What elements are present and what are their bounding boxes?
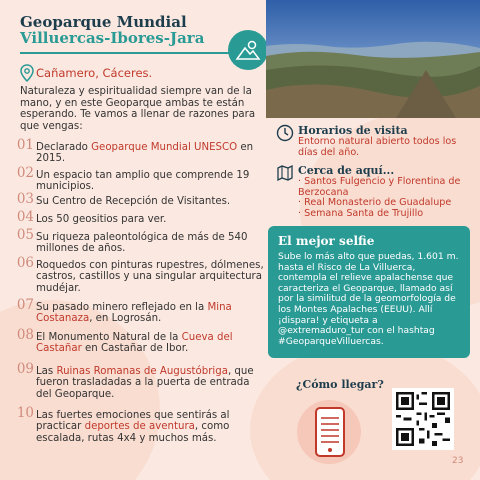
selfie-text: Sube lo más alto que puedas, 1.601 m. hasta el Risco de La Villuerca, contempla el relieve apalachense que caracteriza el Geoparque, llamado así por la similitud de la geomorfología de los Montes Apalaches (EEUU). Allí ¡dispara! y etiqueta a @extremaduro_tur con el hashtag #GeoparqueVilluercas. xyxy=(278,251,459,347)
reason-highlight: Geoparque Mundial UNESCO xyxy=(91,142,238,153)
reason-number: 02 xyxy=(16,165,34,181)
intro-paragraph: Naturaleza y espiritualidad siempre van de la mano, y en este Geoparque ambas te están esperando. Te vamos a llenar de razones para que vengas: xyxy=(20,86,256,132)
reason-text: Su pasado minero reflejado en la xyxy=(36,302,208,313)
reason-text: El Monumento Natural de la xyxy=(36,332,182,343)
title-divider xyxy=(20,52,230,54)
reason-highlight: Mina Costanaza xyxy=(36,302,232,325)
reason-highlight: Ruinas Romanas de Augustóbriga xyxy=(56,366,228,377)
cerca-item: · Semana Santa de Trujillo xyxy=(298,207,424,219)
reason-text: en Castañar de Ibor. xyxy=(81,343,189,355)
cerca-item: · Santos Fulgencio y Florentina de Berzocana xyxy=(298,176,461,198)
page-number: 23 xyxy=(452,456,464,466)
reason-number: 08 xyxy=(16,327,34,343)
cerca-item: · Real Monasterio de Guadalupe xyxy=(298,197,452,209)
selfie-title: El mejor selfie xyxy=(278,234,375,248)
reason-item xyxy=(4,191,266,207)
title-line-2: Villuercas-Ibores-Jara xyxy=(20,29,205,47)
reason-number: 01 xyxy=(16,137,34,153)
cerca-section xyxy=(272,164,472,219)
reason-item xyxy=(4,137,266,165)
reason-item xyxy=(4,209,266,225)
reason-text: Roquedos con pinturas rupestres, dólmenes, castros, castillos y una singular arquitectura mudéjar. xyxy=(36,260,264,294)
reason-number: 04 xyxy=(16,209,34,225)
mountain-sun-icon xyxy=(228,30,268,70)
reason-text: Declarado xyxy=(36,142,92,153)
reason-text: Su Centro de Recepción de Visitantes. xyxy=(36,196,231,207)
location-text: Cañamero, Cáceres. xyxy=(36,66,153,80)
reason-item xyxy=(4,255,266,294)
reason-highlight: deportes de aventura xyxy=(84,421,195,433)
reason-number: 05 xyxy=(16,227,34,243)
phone-icon xyxy=(286,390,372,466)
reason-text: en 2015. xyxy=(36,142,254,165)
reason-number: 10 xyxy=(16,405,34,421)
map-pin-icon xyxy=(20,64,34,82)
reason-text: Las xyxy=(36,366,57,377)
reason-number: 07 xyxy=(16,297,34,313)
reason-text: Su riqueza paleontológica de más de 540 millones de años. xyxy=(36,232,248,255)
horarios-title: Horarios de visita xyxy=(298,124,408,137)
horarios-text: Entorno natural abierto todos los días del año. xyxy=(298,136,457,158)
reason-text: Un espacio tan amplio que comprende 19 municipios. xyxy=(36,170,250,193)
reason-number: 09 xyxy=(16,361,34,377)
como-llegar-label: ¿Cómo llegar? xyxy=(296,378,384,391)
selfie-box xyxy=(268,226,470,358)
reason-text: , que fueron trasladadas a la puerta de entrada del Geoparque. xyxy=(36,366,254,400)
reason-number: 03 xyxy=(16,191,34,207)
reason-item xyxy=(4,165,266,193)
reason-number: 06 xyxy=(16,255,34,271)
reason-item xyxy=(4,361,266,400)
title-line-1: Geoparque Mundial xyxy=(20,13,187,31)
reason-text: , en Logrosán. xyxy=(89,313,162,325)
reason-text: , como escalada, rutas 4x4 y muchos más. xyxy=(36,421,230,444)
qr-code[interactable] xyxy=(392,388,454,450)
reason-item xyxy=(4,297,266,325)
reason-item xyxy=(4,405,266,444)
landscape-photo xyxy=(266,0,480,118)
cerca-title: Cerca de aquí... xyxy=(298,164,395,177)
map-icon xyxy=(276,164,294,182)
reason-text: Los 50 geositios para ver. xyxy=(36,214,167,225)
page-header xyxy=(20,14,260,46)
reason-item xyxy=(4,327,266,355)
reason-highlight: Cueva del Castañar xyxy=(36,332,233,355)
clock-icon xyxy=(276,124,294,142)
page-title xyxy=(20,14,260,46)
horarios-section xyxy=(272,124,472,158)
reason-text: Las fuertes emociones que sentirás al practicar xyxy=(36,410,230,433)
reason-item xyxy=(4,227,266,255)
